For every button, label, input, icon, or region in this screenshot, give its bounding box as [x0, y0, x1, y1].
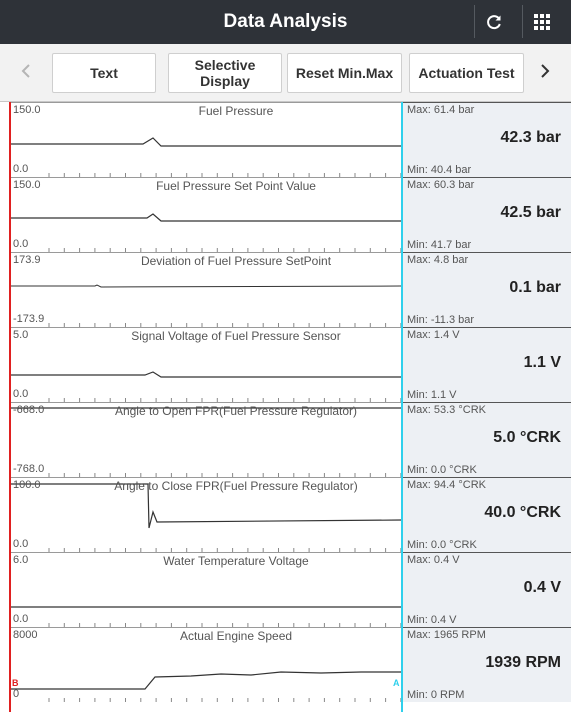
- min-value: Min: 0.0 °CRK: [407, 464, 477, 476]
- current-value: 5.0 °CRK: [493, 429, 561, 446]
- refresh-icon: [484, 12, 504, 32]
- graph-title: Angle to Open FPR(Fuel Pressure Regulator): [114, 404, 358, 418]
- cursor-b-marker: B: [12, 678, 19, 688]
- current-value: 0.4 V: [523, 579, 561, 596]
- graph-scale-min: 0.0: [13, 388, 29, 400]
- graph-scale-max: -668.0: [13, 404, 45, 416]
- pid-value-panel: [403, 627, 571, 702]
- pid-graph: [11, 102, 401, 177]
- graph-title: Water Temperature Voltage: [163, 554, 309, 568]
- graph-scale-min: 0.0: [13, 613, 29, 625]
- graph-scale-min: -173.9: [13, 313, 45, 325]
- pid-row-signal-voltage[interactable]: [0, 327, 571, 402]
- pid-value-panel: [403, 327, 571, 402]
- pid-value-panel: [403, 252, 571, 327]
- graph-scale-max: 100.0: [13, 479, 41, 491]
- pid-row-angle-close-fpr[interactable]: [0, 477, 571, 552]
- cursor-b-line[interactable]: [9, 102, 11, 712]
- text-button[interactable]: Text: [52, 53, 156, 93]
- chevron-right-icon: [540, 63, 550, 84]
- min-value: Min: 0.0 °CRK: [407, 539, 477, 551]
- graph-scale-max: 5.0: [13, 329, 29, 341]
- max-value: Max: 60.3 bar: [407, 179, 475, 191]
- graph-scale-max: 150.0: [13, 104, 41, 116]
- graph-title: Deviation of Fuel Pressure SetPoint: [140, 254, 332, 268]
- grid-icon: [534, 14, 550, 30]
- pid-graph: [11, 552, 401, 627]
- data-stream-list: [0, 102, 571, 712]
- pid-row-angle-open-fpr[interactable]: [0, 402, 571, 477]
- pid-graph: [11, 327, 401, 402]
- toolbar: [0, 44, 571, 102]
- min-value: Min: 0 RPM: [407, 689, 465, 701]
- current-value: 0.1 bar: [509, 279, 561, 296]
- graph-scale-min: 0.0: [13, 163, 29, 175]
- graph-scale-max: 150.0: [13, 179, 41, 191]
- max-value: Max: 94.4 °CRK: [407, 479, 486, 491]
- pid-row-fuel-pressure-set-point[interactable]: [0, 177, 571, 252]
- pid-graph: [11, 402, 401, 477]
- max-value: Max: 1965 RPM: [407, 629, 486, 641]
- max-value: Max: 53.3 °CRK: [407, 404, 486, 416]
- graph-title: Signal Voltage of Fuel Pressure Sensor: [131, 329, 341, 343]
- reset-min-max-button[interactable]: Reset Min.Max: [287, 53, 402, 93]
- pid-row-actual-engine-speed[interactable]: [0, 627, 571, 702]
- min-value: Min: 0.4 V: [407, 614, 457, 626]
- min-value: Min: 41.7 bar: [407, 239, 472, 251]
- pid-value-panel: [403, 402, 571, 477]
- cursor-a-marker: A: [393, 678, 400, 688]
- scroll-left-button[interactable]: [8, 44, 44, 102]
- pid-graph: [11, 627, 401, 702]
- chevron-left-icon: [21, 63, 31, 84]
- max-value: Max: 4.8 bar: [407, 254, 469, 266]
- refresh-button[interactable]: [474, 5, 512, 38]
- pid-graph: [11, 252, 401, 327]
- scroll-right-button[interactable]: [527, 44, 563, 102]
- graph-title: Angle to Close FPR(Fuel Pressure Regulator): [114, 479, 358, 493]
- selective-display-button[interactable]: Selective Display: [168, 53, 282, 93]
- pid-graph: [11, 177, 401, 252]
- graph-scale-min: 0.0: [13, 238, 29, 250]
- pid-value-panel: [403, 177, 571, 252]
- cursor-a-line[interactable]: [401, 102, 403, 712]
- current-value: 42.5 bar: [500, 204, 561, 221]
- graph-scale-max: 8000: [13, 629, 38, 641]
- current-value: 40.0 °CRK: [484, 504, 561, 521]
- pid-value-panel: [403, 552, 571, 627]
- pid-graph: [11, 477, 401, 552]
- current-value: 1.1 V: [523, 354, 561, 371]
- graph-scale-min: 0.0: [13, 538, 29, 550]
- graph-title: Fuel Pressure Set Point Value: [156, 179, 316, 193]
- current-value: 42.3 bar: [500, 129, 561, 146]
- min-value: Min: 40.4 bar: [407, 164, 472, 176]
- graph-title: Fuel Pressure: [198, 104, 274, 118]
- min-value: Min: 1.1 V: [407, 389, 457, 401]
- pid-row-fuel-pressure[interactable]: [0, 102, 571, 177]
- min-value: Min: -11.3 bar: [407, 314, 475, 326]
- graph-scale-min: -768.0: [13, 463, 45, 475]
- graph-scale-min: 0: [13, 688, 20, 700]
- pid-row-deviation-fuel-pressure[interactable]: [0, 252, 571, 327]
- pid-value-panel: [403, 102, 571, 177]
- graph-scale-max: 6.0: [13, 554, 29, 566]
- max-value: Max: 0.4 V: [407, 554, 460, 566]
- max-value: Max: 61.4 bar: [407, 104, 475, 116]
- pid-row-water-temperature-voltage[interactable]: [0, 552, 571, 627]
- actuation-test-button[interactable]: Actuation Test: [409, 53, 524, 93]
- max-value: Max: 1.4 V: [407, 329, 460, 341]
- page-title: Data Analysis: [223, 11, 348, 32]
- current-value: 1939 RPM: [485, 654, 561, 671]
- graph-title: Actual Engine Speed: [179, 629, 293, 643]
- pid-value-panel: [403, 477, 571, 552]
- grid-button[interactable]: [522, 5, 560, 38]
- graph-scale-max: 173.9: [13, 254, 41, 266]
